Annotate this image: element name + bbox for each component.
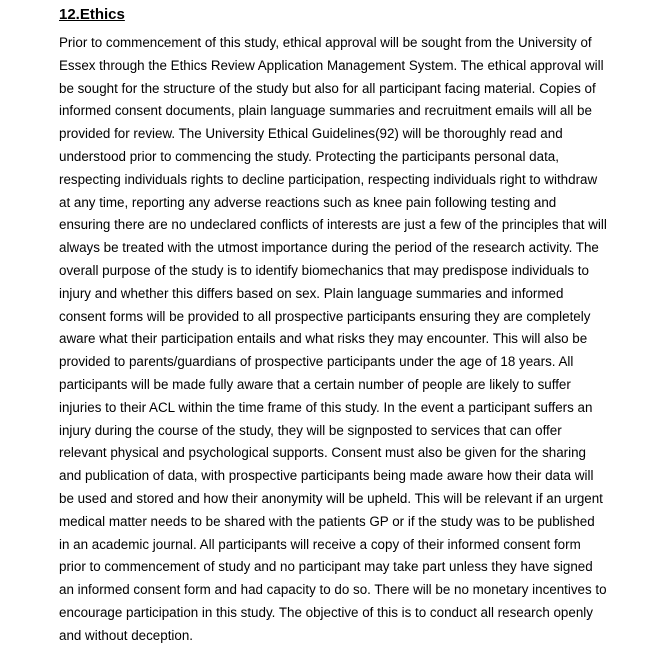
paragraph-line: informed consent documents, plain language summaries and recruitment emails will all be — [59, 103, 592, 119]
paragraph-line: medical matter needs to be shared with the patients GP or if the study was to be published — [59, 513, 595, 529]
paragraph-line: injury and whether this differs based on sex. Plain language summaries and informed — [59, 285, 564, 301]
paragraph-line: prior to commencement of study and no participant may take part unless they have signed — [59, 559, 593, 575]
paragraph-line: encourage participation in this study. The objective of this is to conduct all research openly — [59, 604, 593, 620]
paragraph-line: and without deception. — [59, 627, 194, 643]
paragraph-line: relevant physical and psychological supports. Consent must also be given for the sharing — [59, 445, 586, 461]
paragraph-line: respecting individuals rights to decline participation, respecting individuals right to withdraw — [59, 171, 598, 187]
paragraph-line: Prior to commencement of this study, ethical approval will be sought from the University of — [59, 35, 592, 50]
paragraph-line: injury during the course of the study, they will be signposted to services that can offer — [59, 422, 562, 438]
paragraph-line: always be treated with the utmost importance during the period of the research activity. The — [59, 240, 599, 256]
paragraph-line: aware what their participation entails and what risks they may encounter. This will also be — [59, 331, 588, 347]
paragraph-line: be used and stored and how their anonymity will be upheld. This will be relevant if an urgent — [59, 490, 603, 506]
paragraph-line: at any time, reporting any adverse reactions such as knee pain following testing and — [59, 194, 557, 210]
paragraph-line: and publication of data, with prospective participants being made aware how their data will — [59, 468, 594, 484]
paragraph-line: be sought for the structure of the study but also for all participant facing material. Copies of — [59, 80, 596, 96]
paragraph-line: ensuring there are no undeclared conflicts of interests are just a few of the principles that will — [59, 217, 607, 233]
section-heading: 12.Ethics — [59, 6, 125, 23]
paragraph-line: an informed consent form and had capacity to do so. There will be no monetary incentives to — [59, 582, 607, 598]
paragraph-line: provided for review. The University Ethical Guidelines(92) will be thoroughly read and — [59, 126, 563, 142]
paragraph-line: in an academic journal. All participants will receive a copy of their informed consent form — [59, 536, 581, 552]
paragraph-line: Essex through the Ethics Review Application Management System. The ethical approval will — [59, 57, 604, 73]
paragraph-line: understood prior to commencing the study. Protecting the participants personal data, — [59, 148, 559, 164]
paragraph-line: overall purpose of the study is to identify biomechanics that may predispose individuals to — [59, 262, 589, 278]
paragraph-line: consent forms will be provided to all prospective participants ensuring they are completely — [59, 308, 591, 324]
ethics-paragraph — [59, 32, 609, 648]
paragraph-line: participants will be made fully aware that a certain number of people are likely to suffer — [59, 376, 571, 392]
paragraph-line: provided to parents/guardians of prospective participants under the age of 18 years. All — [59, 354, 574, 370]
paragraph-line: injuries to their ACL within the time frame of this study. In the event a participant suffers an — [59, 399, 593, 415]
